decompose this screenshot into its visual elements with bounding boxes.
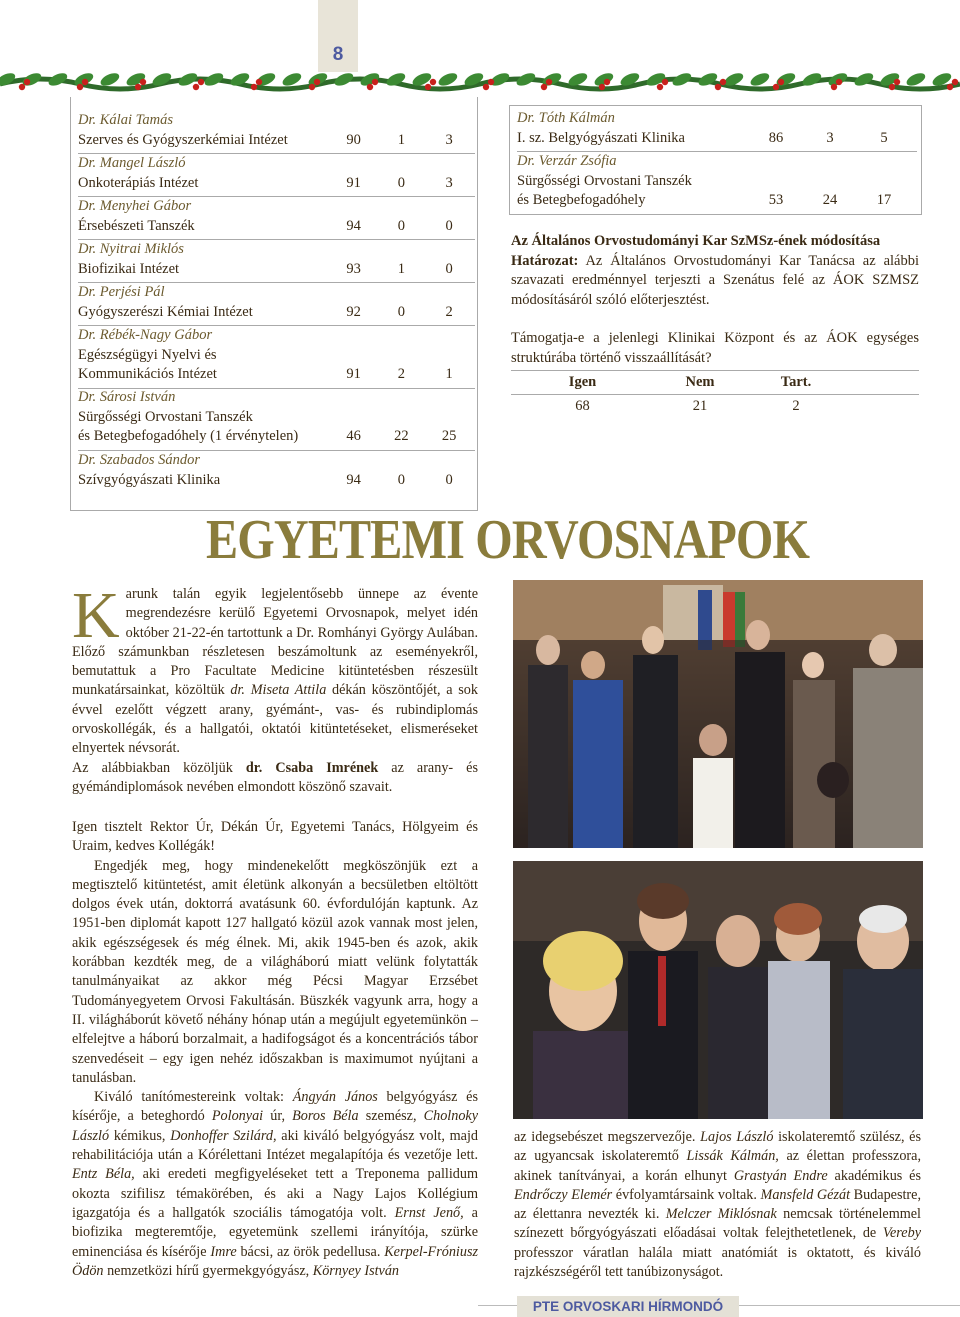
result-entry: [78, 451, 473, 490]
unit-name: Biofizikai Intézet: [78, 260, 180, 277]
text-run: évfolyamtársaink voltak.: [612, 1186, 761, 1203]
vote-tart: 1: [445, 366, 453, 382]
text-run: úr,: [263, 1108, 293, 1125]
vote-tart: 0: [445, 260, 453, 277]
unit-name: Szívgyógyászati Klinika: [78, 471, 221, 488]
unit-name: Onkoterápiás Intézet: [78, 174, 199, 191]
person-name: Környey István: [312, 1262, 400, 1279]
result-row: [78, 260, 473, 280]
text-run: Kiváló tanítómestereink voltak:: [94, 1089, 293, 1106]
person-name: Ernst Jenő,: [394, 1204, 464, 1221]
person-name: Vereby: [882, 1225, 921, 1242]
intro-text-c: Az alábbiakban közöljük: [72, 759, 246, 776]
candidate-name: Dr. Rébék-Nagy Gábor: [78, 327, 213, 343]
text-run: az élettan professzora, akinek tanítványai, a korán elhunyt: [514, 1148, 922, 1184]
result-entry: [78, 240, 473, 279]
votes-value-nem: 21: [692, 398, 708, 414]
person-name: Donhoffer Szilárd,: [170, 1127, 277, 1144]
vote-igen: 86: [768, 129, 784, 146]
article-intro: [72, 579, 478, 797]
votes-value-igen: 68: [575, 398, 590, 414]
votes-value-row: [511, 395, 919, 418]
result-row: [78, 471, 473, 491]
vote-igen: 93: [346, 260, 361, 277]
votes-header-nem: Nem: [685, 374, 715, 390]
vote-tart: 5: [880, 129, 888, 146]
text-run: belgyógyász és kísérője, a beteghordó: [72, 1089, 478, 1125]
speech-paragraph-3: [72, 1088, 478, 1281]
vote-igen: 94: [346, 471, 361, 488]
amendment-text: Az Általános Orvostudományi Kar Tanácsa az alábbi szavazati eredménnyel terjeszti a Szenátus felé az ÁOK SZMSZ módosításáról szóló előterjesztést.: [511, 252, 919, 308]
vote-nem: 24: [822, 192, 838, 208]
intro-text-d: az arany- és gyémándiplomások nevében elmondott köszönő szavait.: [72, 759, 478, 795]
vote-nem: 22: [394, 428, 409, 444]
person-name: Polonyai: [211, 1108, 264, 1125]
vote-nem: 1: [397, 131, 405, 148]
text-run: kémikus,: [109, 1127, 171, 1144]
text-run: az idegsebészet megszervezője.: [514, 1129, 701, 1145]
person-name: Boros Béla: [292, 1108, 359, 1125]
amendment-heading: Az Általános Orvostudományi Kar SzMSz-ének módosítása: [511, 233, 881, 249]
unit-name: Gyógyszerészi Kémiai Intézet: [78, 303, 253, 320]
amendment-question: Támogatja-e a jelenlegi Klinikai Központ és az ÁOK egységes struktúrába történő visszaállítását?: [511, 330, 919, 366]
result-row: [78, 131, 473, 151]
unit-name: Kommunikációs Intézet: [78, 366, 217, 382]
result-entry: [78, 154, 473, 193]
vote-nem: 1: [397, 260, 405, 277]
text-run: szemész,: [358, 1108, 424, 1125]
text-run: professzor váratlan halála miatt anatómiát is oktatott, és kiváló rajzkészségéről tett tanúbizonyságot.: [514, 1244, 921, 1281]
person-name: Grastyán Endre: [733, 1167, 828, 1184]
szmsz-amendment: [511, 232, 919, 310]
intro-text-b: dékán köszöntőjét, a sok évvel ezelőtt végzett arany, gyémánt-, vas- és rubindiplomás orvoskollégák, és a hallgatói, oktatói kitüntetéseket, elismeréseket elnyertek névsorát.: [72, 682, 478, 757]
drop-cap: K: [72, 579, 120, 652]
result-entry: [517, 109, 917, 148]
text-run: nemcsak történelemmel színezett bőrgyógyászati előadásai voltak felejthetetlenek, de: [514, 1206, 922, 1242]
votes-header-row: [511, 371, 919, 394]
unit-name: és Betegbefogadóhely (1 érvénytelen): [78, 428, 299, 444]
result-entry: [78, 326, 473, 385]
candidate-name: Dr. Verzár Zsófia: [517, 153, 617, 169]
person-name: Mansfeld Gézát: [760, 1186, 851, 1203]
candidate-name: Dr. Perjési Pál: [78, 284, 165, 300]
intro-dean-name: dr. Miseta Attila: [230, 682, 327, 699]
unit-name: Egészségügyi Nyelvi és: [78, 346, 217, 363]
text-run: nemzetközi hírű gyermekgyógyász,: [103, 1262, 313, 1279]
person-name: Melczer Miklósnak: [665, 1206, 777, 1223]
vote-nem: 3: [826, 129, 834, 146]
vote-nem: 0: [397, 174, 405, 191]
person-name: Kerpel-Fróniusz Ödön: [72, 1243, 479, 1279]
result-entry: [78, 197, 473, 236]
vote-tart: 0: [445, 471, 453, 488]
speech-greeting: Igen tisztelt Rektor Úr, Dékán Úr, Egyetemi Tanács, Hölgyeim és Uraim, kedves Kollégák!: [72, 819, 478, 855]
dean-vote-results-left: [70, 97, 478, 511]
photo-reception-crowd: [513, 580, 923, 848]
text-run: akadémikus és: [827, 1167, 921, 1184]
person-name: Imre: [210, 1243, 237, 1260]
vote-igen: 53: [768, 192, 784, 208]
amendment-label: Határozat:: [511, 252, 579, 269]
publication-footer: PTE ORVOSKARI HÍRMONDÓ: [517, 1296, 739, 1317]
candidate-name: Dr. Nyitrai Miklós: [78, 241, 184, 257]
result-entry: [78, 388, 473, 447]
candidate-name: Dr. Kálai Tamás: [78, 112, 173, 128]
votes-header-tart: Tart.: [780, 374, 812, 390]
candidate-name: Dr. Mangel László: [78, 155, 186, 171]
vote-nem: 0: [397, 471, 405, 488]
speech-continuation: [514, 1128, 921, 1282]
unit-name: Szerves és Gyógyszerkémiai Intézet: [78, 131, 288, 148]
person-name: Lajos László: [700, 1129, 774, 1145]
result-row: [78, 217, 473, 237]
vote-tart: 0: [445, 217, 453, 234]
intro-text-a: arunk talán egyik legjelentősebb ünnepe az évente megrendezésre kerülő Egyetemi Orvosnapok, melyet idén október 21-22-én tartottunk a Dr. Romhányi György Aulában. Előző számunkban részletesen beszámoltunk az eseményekről, bemutattuk a Pro Facultate Medicine kitüntetésben részesült munkatársainkat, közöltük: [72, 586, 478, 699]
text-run: Budapestre, az élettanra nevezték ki.: [514, 1186, 921, 1223]
result-row: [517, 191, 917, 211]
vote-igen: 91: [346, 174, 361, 191]
text-run: iskolateremtő szülész, és az ugyancsak iskolateremtő: [514, 1129, 921, 1165]
candidate-name: Dr. Tóth Kálmán: [517, 110, 615, 126]
result-row: [78, 365, 473, 385]
result-row: [78, 174, 473, 194]
vote-tart: 25: [441, 428, 457, 444]
speech-text: [72, 818, 478, 1281]
person-name: Ángyán János: [292, 1089, 378, 1106]
result-row: [78, 427, 473, 447]
person-name: Entz Béla,: [72, 1166, 135, 1183]
votes-header-igen: Igen: [568, 374, 597, 390]
candidate-name: Dr. Sárosi István: [78, 389, 176, 405]
result-entry: [78, 283, 473, 322]
amendment-votes-table: [511, 370, 919, 418]
vote-tart: 2: [445, 303, 453, 320]
unit-name: Sürgősségi Orvostani Tanszék: [78, 408, 253, 425]
person-name: Cholnoky László: [72, 1108, 479, 1144]
holly-garland: [0, 70, 960, 98]
photo-audience-seated: [513, 861, 923, 1119]
result-row: [517, 129, 917, 149]
vote-tart: 17: [876, 192, 892, 208]
vote-igen: 46: [346, 428, 361, 444]
text-run: aki kiváló belgyógyász volt, majd rehabilitációja után a Kórélettani Intézet megalapítója és vezetője lett.: [72, 1127, 478, 1164]
speech-paragraph-2: Engedjék meg, hogy mindenekelőtt megköszönjük ezt a megtisztelő kitüntetést, amit életünk alkonyán a becsületben eltöltött dolgos évek után, doktorrá avatásunk 60. évfordulóján kaptunk. Az 1951-ben diplomát kapott 127 hallgató közül azok vannak most jelen, akik egészségesek és még élnek. Mi, akik 1945-ben és azok, akik korábban kezdték meg, de a világháború miatt velünk folytatták tanulmányaikat az akkor még Pécsi Magyar Erzsébet Tudományegyetem Orvosi Fakultásán. Büszkék vagyunk arra, hogy a II. világháborút követő néhány hónap után a megújult egyetemünkön – elfelejtve a háború borzalmait, a hadifogságot és a koncentrációs tábor szenvedéseit – egy igen nehéz időszakban is maximumot nyújtani a tanulásban.: [72, 857, 478, 1086]
person-name: Endrőczy Elemér: [514, 1186, 613, 1203]
vote-igen: 92: [346, 303, 361, 320]
vote-nem: 0: [397, 217, 405, 234]
vote-igen: 90: [346, 131, 361, 148]
speech-continuation-paragraph: [514, 1128, 921, 1282]
text-run: bácsi, az örök pedellusa.: [236, 1243, 385, 1260]
result-entry: [517, 152, 917, 211]
votes-value-tart: 2: [792, 398, 800, 414]
vote-nem: 2: [397, 366, 405, 382]
unit-name: Sürgősségi Orvostani Tanszék: [517, 172, 692, 189]
candidate-name: Dr. Menyhei Gábor: [78, 198, 192, 214]
result-row: [78, 303, 473, 323]
article-title: EGYETEMI ORVOSNAPOK: [206, 509, 810, 571]
vote-nem: 0: [397, 303, 405, 320]
intro-speaker-name: dr. Csaba Imrének: [245, 759, 379, 776]
vote-igen: 94: [346, 217, 361, 234]
text-run: aki eredeti megfigyeléseket tett a Treponema pallidum okozta szifilisz témakörében, és aki a Nagy Lajos Kollégium igazgatója és a hallgatók szociális támogatója volt.: [72, 1166, 478, 1221]
text-run: a biofizika megteremtője, egyetemünk szellemi irányítója, szürke eminenciása és kísérője: [72, 1204, 478, 1260]
unit-name: I. sz. Belgyógyászati Klinika: [517, 129, 685, 146]
page-number: 8: [318, 0, 358, 72]
unit-name: és Betegbefogadóhely: [517, 192, 646, 208]
vote-tart: 3: [445, 174, 453, 191]
result-entry: [78, 111, 473, 150]
vote-tart: 3: [445, 131, 453, 148]
person-name: Lissák Kálmán,: [686, 1148, 779, 1165]
unit-name: Érsebészeti Tanszék: [78, 217, 195, 234]
dean-vote-results-right: [509, 105, 922, 215]
candidate-name: Dr. Szabados Sándor: [78, 452, 201, 468]
vote-igen: 91: [346, 366, 361, 382]
